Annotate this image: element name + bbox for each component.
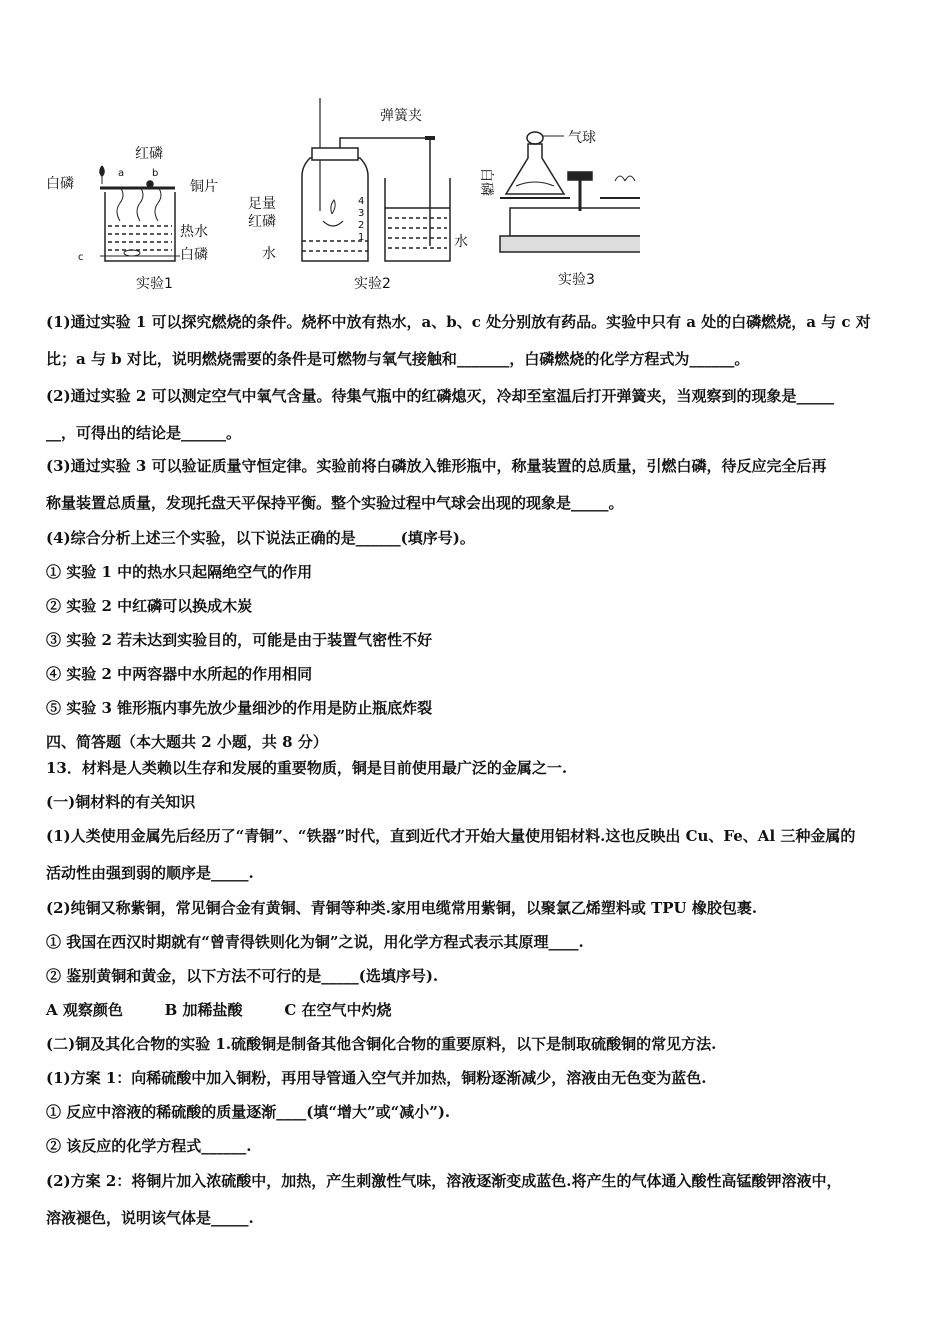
scale-3: 3 — [358, 208, 365, 219]
choice-row: A 观察颜色 B 加稀盐酸 C 在空气中灼烧 — [46, 1001, 392, 1019]
scale-2: 2 — [358, 220, 365, 231]
label-c: c — [78, 252, 84, 263]
option-2: ② 实验 2 中红磷可以换成木炭 — [46, 597, 253, 615]
label-enough: 足量 — [248, 196, 276, 212]
label-white-p-3: 白磷 — [478, 168, 494, 196]
q13-2-line: (2)纯铜又称紫铜，常见铜合金有黄铜、青铜等种类.家用电缆常用紫铜，以聚氯乙烯塑料或 TPU 橡胶包裹. — [46, 899, 758, 917]
plan1-line: (1)方案 1：向稀硫酸中加入铜粉，再用导管通入空气并加热，铜粉逐渐减少，溶液由无色变为蓝色. — [46, 1069, 707, 1087]
q13-2-sub2: ② 鉴别黄铜和黄金，以下方法不可行的是_____(选填序号). — [46, 967, 439, 985]
option-3: ③ 实验 2 若未达到实验目的，可能是由于装置气密性不好 — [46, 631, 433, 649]
label-red-p-2: 红磷 — [248, 214, 276, 230]
q3-line1: (3)通过实验 3 可以验证质量守恒定律。实验前将白磷放入锥形瓶中，称量装置的总质量，引燃白磷，待反应完全后再 — [46, 457, 827, 475]
caption-exp1: 实验1 — [136, 276, 173, 292]
q1-line1: (1)通过实验 1 可以探究燃烧的条件。烧杯中放有热水，a、b、c 处分别放有药品。实验中只有 a 处的白磷燃烧，a 与 c 对 — [46, 313, 871, 331]
label-water-left: 水 — [262, 246, 276, 262]
caption-exp2: 实验2 — [354, 276, 391, 292]
scale-1: 1 — [358, 232, 365, 243]
subsection-1: (一)铜材料的有关知识 — [46, 793, 196, 811]
option-1: ① 实验 1 中的热水只起隔绝空气的作用 — [46, 563, 313, 581]
subsection-2: (二)铜及其化合物的实验 1.硫酸铜是制备其他含铜化合物的重要原料，以下是制取硫酸铜的常见方法. — [46, 1035, 717, 1053]
q13-1-line2: 活动性由强到弱的顺序是_____. — [46, 864, 254, 882]
balloon — [527, 132, 543, 144]
diagram-labels — [46, 108, 596, 292]
plan2-line1: (2)方案 2：将铜片加入浓硫酸中，加热，产生刺激性气味，溶液逐渐变成蓝色.将产生的气体通入酸性高锰酸钾溶液中， — [46, 1172, 842, 1190]
label-white-p: 白磷 — [46, 176, 74, 192]
q3-line2: 称量装置总质量，发现托盘天平保持平衡。整个实验过程中气球会出现的现象是_____。 — [46, 494, 624, 512]
section-heading: 四、简答题（本大题共 2 小题，共 8 分） — [46, 733, 328, 751]
label-b: b — [152, 168, 159, 179]
label-red-p: 红磷 — [135, 146, 163, 162]
option-4: ④ 实验 2 中两容器中水所起的作用相同 — [46, 665, 313, 683]
label-clamp: 弹簧夹 — [380, 108, 422, 124]
conical-flask — [506, 144, 564, 194]
label-a: a — [118, 168, 125, 179]
label-copper: 铜片 — [190, 179, 218, 195]
plan2-line2: 溶液褪色，说明该气体是_____. — [46, 1209, 254, 1227]
apparatus-diagram — [40, 96, 640, 296]
option-5: ⑤ 实验 3 锥形瓶内事先放少量细沙的作用是防止瓶底炸裂 — [46, 699, 433, 717]
q4-line: (4)综合分析上述三个实验，以下说法正确的是______(填序号)。 — [46, 529, 475, 547]
label-white-p-bottom: 白磷 — [180, 247, 208, 263]
caption-exp3: 实验3 — [558, 272, 595, 288]
q13-1-line1: (1)人类使用金属先后经历了“青铜”、“铁器”时代，直到近代才开始大量使用铝材料.这也反映出 Cu、Fe、Al 三种金属的 — [46, 827, 856, 845]
q1-line2: 比；a 与 b 对比，说明燃烧需要的条件是可燃物与氧气接触和_______，白磷燃烧的化学方程式为______。 — [46, 350, 750, 368]
label-hot-water: 热水 — [180, 224, 208, 240]
q13-intro: 13．材料是人类赖以生存和发展的重要物质，铜是目前使用最广泛的金属之一. — [46, 759, 568, 777]
scale-4: 4 — [358, 196, 365, 207]
q13-2-sub1: ① 我国在西汉时期就有“曾青得铁则化为铜”之说，用化学方程式表示其原理____. — [46, 933, 584, 951]
q2-line2: __，可得出的结论是______。 — [46, 424, 242, 442]
plan1-sub2: ② 该反应的化学方程式______. — [46, 1137, 252, 1155]
experiment-figures — [40, 96, 640, 296]
q2-line1: (2)通过实验 2 可以测定空气中氧气含量。待集气瓶中的红磷熄灭，冷却至室温后打开弹簧夹，当观察到的现象是_____ — [46, 387, 835, 405]
label-water-right: 水 — [454, 234, 468, 250]
plan1-sub1: ① 反应中溶液的稀硫酸的质量逐渐____(填“增大”或“减小”). — [46, 1103, 451, 1121]
label-balloon: 气球 — [568, 130, 596, 146]
